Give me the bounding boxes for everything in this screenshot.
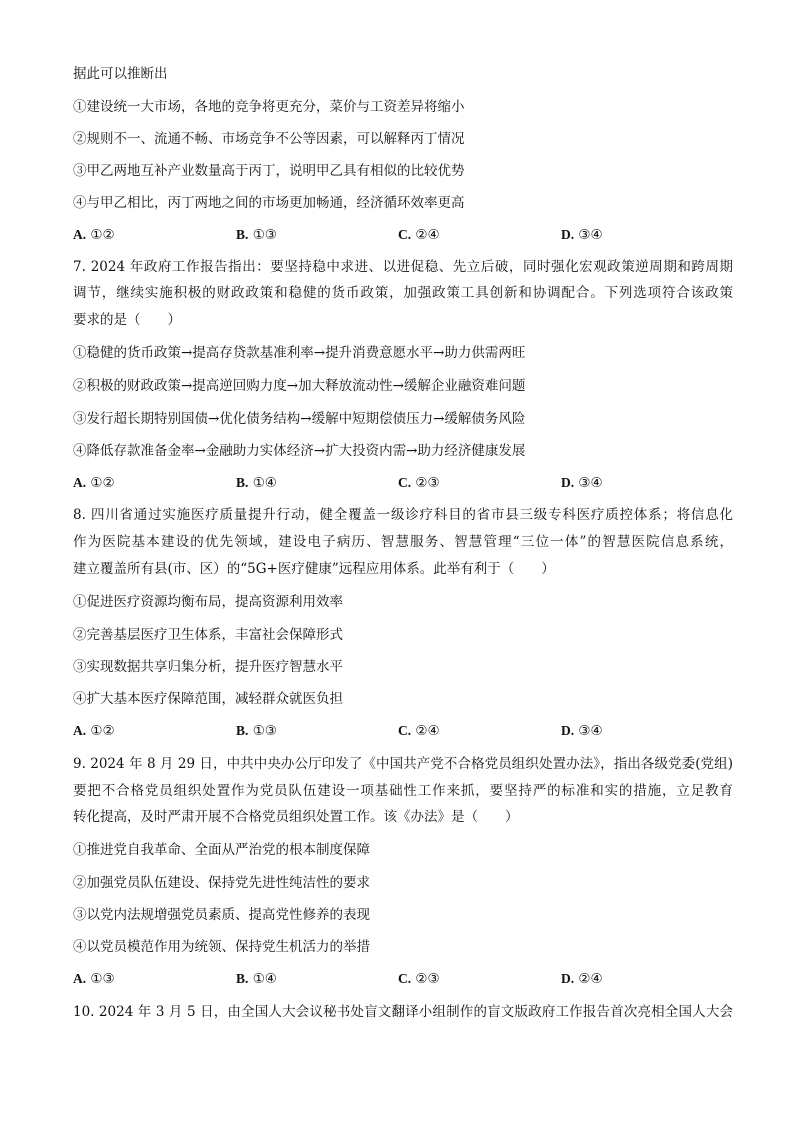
q8-option-a: A. ①②: [73, 723, 115, 739]
q9-option-c: C. ②③: [398, 971, 440, 987]
q7-stem-line-3: 要求的是（ ）: [73, 312, 181, 328]
q10-stem-line-1: 10. 2024 年 3 月 5 日，由全国人大会议秘书处盲文翻译小组制作的盲文版政府工作报告首次亮相全国人大会: [73, 1004, 733, 1020]
q9-statement-1: ①推进党自我革命、全面从严治党的根本制度保障: [73, 842, 370, 858]
q8-options: [73, 721, 733, 741]
q9-stem-line-2: 要把不合格党员组织处置作为党员队伍建设一项基础性工作来抓，要坚持严的标准和实的措施，立足教育: [73, 783, 733, 799]
intro-option-c: C. ②④: [398, 227, 440, 243]
q7-stem-line-2: 调节，继续实施积极的财政政策和稳健的货币政策，加强政策工具创新和协调配合。下列选项符合该政策: [73, 285, 733, 301]
intro-statement-3: ③甲乙两地互补产业数量高于丙丁，说明甲乙具有相似的比较优势: [73, 163, 465, 179]
intro-options: [73, 225, 733, 245]
q9-statement-2: ②加强党员队伍建设、保持党先进性纯洁性的要求: [73, 875, 370, 891]
q7-option-b: B. ①④: [236, 475, 277, 491]
q9-option-a: A. ①③: [73, 971, 115, 987]
intro-statement-4: ④与甲乙相比，丙丁两地之间的市场更加畅通，经济循环效率更高: [73, 195, 465, 211]
intro-option-b: B. ①③: [236, 227, 277, 243]
q7-option-a: A. ①②: [73, 475, 115, 491]
q9-option-d: D. ②④: [561, 971, 603, 987]
q7-option-d: D. ③④: [561, 475, 603, 491]
intro-option-d: D. ③④: [561, 227, 603, 243]
intro-statement-2: ②规则不一、流通不畅、市场竞争不公等因素，可以解释丙丁情况: [73, 131, 465, 147]
q9-option-b: B. ①④: [236, 971, 277, 987]
q7-option-c: C. ②③: [398, 475, 440, 491]
q8-option-d: D. ③④: [561, 723, 603, 739]
q8-statement-3: ③实现数据共享归集分析，提升医疗智慧水平: [73, 659, 343, 675]
q8-stem-line-1: 8. 四川省通过实施医疗质量提升行动，健全覆盖一级诊疗科目的省市县三级专科医疗质控体系；将信息化: [73, 507, 733, 523]
intro-option-a: A. ①②: [73, 227, 115, 243]
q7-statement-4: ④降低存款准备金率→金融助力实体经济→扩大投资内需→助力经济健康发展: [73, 443, 526, 459]
q7-statement-3: ③发行超长期特别国债→优化债务结构→缓解中短期偿债压力→缓解债务风险: [73, 411, 526, 427]
q9-stem-line-1: 9. 2024 年 8 月 29 日，中共中央办公厅印发了《中国共产党不合格党员组织处置办法》，指出各级党委(党组): [73, 756, 733, 772]
q7-statement-1: ①稳健的货币政策→提高存贷款基准利率→提升消费意愿水平→助力供需两旺: [73, 345, 526, 361]
q8-statement-2: ②完善基层医疗卫生体系，丰富社会保障形式: [73, 627, 343, 643]
q8-option-b: B. ①③: [236, 723, 277, 739]
q7-stem-line-1: 7. 2024 年政府工作报告指出：要坚持稳中求进、以进促稳、先立后破，同时强化宏观政策逆周期和跨周期: [73, 259, 733, 275]
q9-stem-line-3: 转化提高，及时严肃开展不合格党员组织处置工作。该《办法》是（ ）: [73, 809, 519, 825]
q7-options: [73, 473, 733, 493]
q9-statement-4: ④以党员模范作用为统领、保持党生机活力的举措: [73, 939, 370, 955]
q9-options: [73, 969, 733, 989]
q9-statement-3: ③以党内法规增强党员素质、提高党性修养的表现: [73, 907, 370, 923]
q8-stem-line-2: 作为医院基本建设的优先领域，建设电子病历、智慧服务、智慧管理“三位一体”的智慧医院信息系统，: [73, 534, 733, 550]
q8-statement-1: ①促进医疗资源均衡布局，提高资源利用效率: [73, 594, 343, 610]
q8-stem-line-3: 建立覆盖所有县(市、区）的“5G+医疗健康”远程应用体系。此举有利于（ ）: [73, 561, 555, 577]
q7-statement-2: ②积极的财政政策→提高逆回购力度→加大释放流动性→缓解企业融资难问题: [73, 378, 526, 394]
q8-statement-4: ④扩大基本医疗保障范围，减轻群众就医负担: [73, 691, 343, 707]
q8-option-c: C. ②④: [398, 723, 440, 739]
intro-line: 据此可以推断出: [73, 66, 168, 82]
intro-statement-1: ①建设统一大市场，各地的竞争将更充分，菜价与工资差异将缩小: [73, 99, 465, 115]
